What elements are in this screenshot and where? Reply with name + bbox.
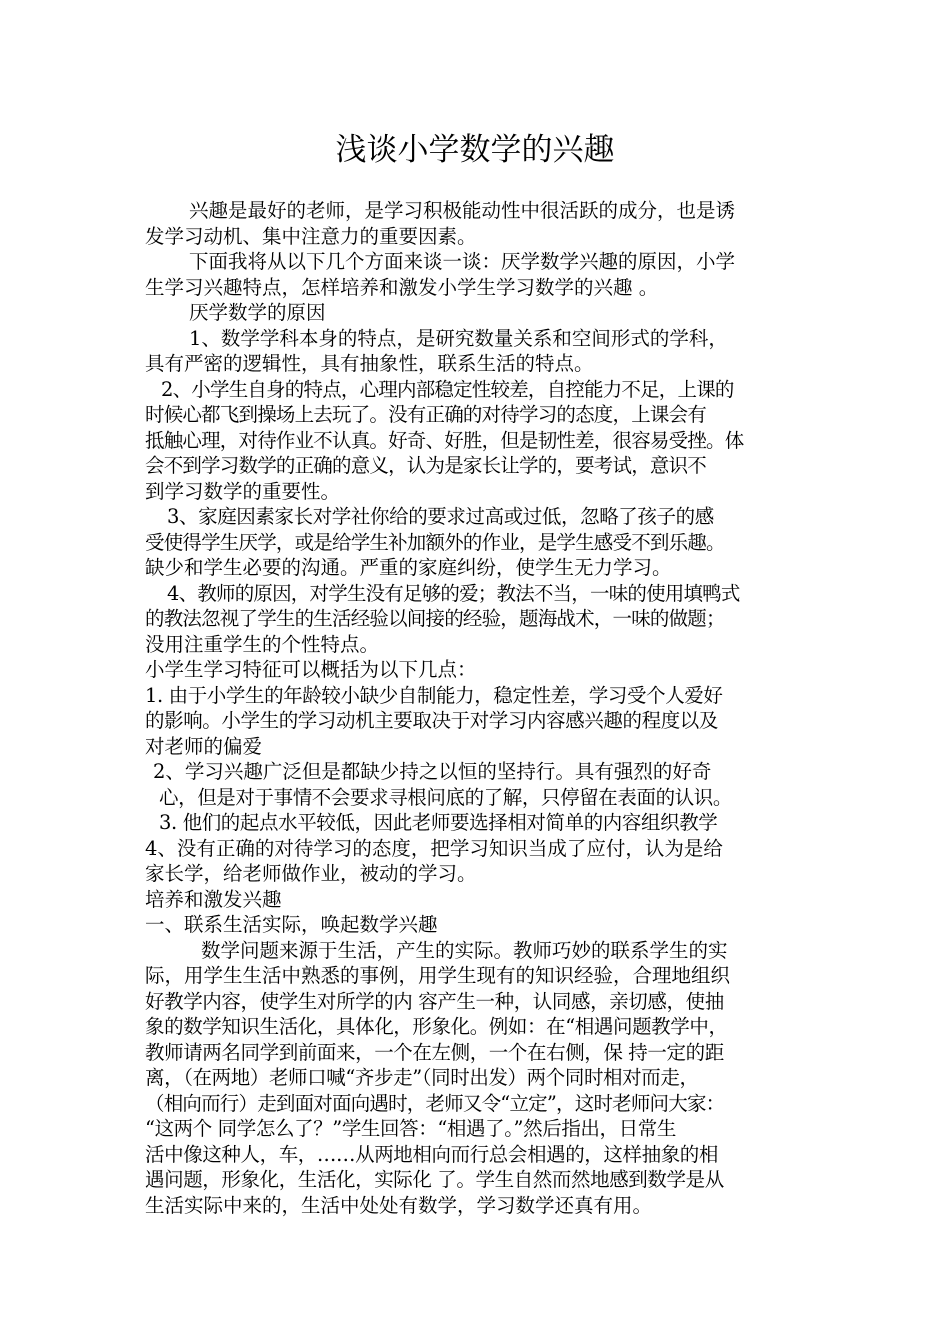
paragraph-line: 好教学内容，使学生对所学的内 容产生一种，认同感，亲切感，使抽 [145, 989, 724, 1013]
paragraph-line: 3、家庭因素家长对学社你给的要求过高或过低，忽略了孩子的感 [167, 505, 714, 528]
paragraph-line: 4、教师的原因，对学生没有足够的爱；教法不当，一味的使用填鸭式 [167, 581, 740, 605]
paragraph-line: 际，用学生生活中熟悉的事例，用学生现有的知识经验，合理地组织 [145, 964, 731, 987]
paragraph-line: 生活实际中来的，生活中处处有数学，学习数学还真有用。 [145, 1193, 653, 1217]
paragraph-line: 家长学，给老师做作业，被动的学习。 [145, 862, 477, 885]
paragraph-line: 具有严密的逻辑性，具有抽象性，联系生活的特点。 [145, 352, 594, 375]
paragraph-line: 活中像这种人，车，……从两地相向而行总会相遇的，这样抽象的相 [145, 1142, 719, 1166]
paragraph-line: 受使得学生厌学，或是给学生补加额外的作业，是学生感受不到乐趣。 [145, 530, 725, 554]
paragraph-line: 2、学习兴趣广泛但是都缺少持之以恒的坚持行。具有强烈的好奇 [153, 760, 712, 783]
paragraph-line: 离，（在两地）老师口喊“齐步走”（同时出发）两个同时相对而走， [145, 1066, 699, 1089]
paragraph-line: 1、数学学科本身的特点，是研究数量关系和空间形式的学科， [189, 326, 728, 350]
paragraph-line: 数学问题来源于生活，产生的实际。教师巧妙的联系学生的实 [201, 938, 728, 962]
paragraph-line: 的影响。小学生的学习动机主要取决于对学习内容感兴趣的程度以及 [145, 709, 719, 732]
paragraph-line: 时候心都飞到操场上去玩了。没有正确的对待学习的态度，上课会有 [145, 403, 707, 426]
paragraph-line: 发学习动机、集中注意力的重要因素。 [145, 224, 477, 248]
paragraph-line: 对老师的偏爱 [145, 734, 263, 758]
paragraph-line: 生学习兴趣特点，怎样培养和激发小学生学习数学的兴趣 。 [145, 275, 659, 299]
paragraph-line: 抵触心理，对待作业不认真。好奇、好胜，但是韧性差，很容易受挫。体 [145, 428, 744, 452]
paragraph-line: 下面我将从以下几个方面来谈一谈：厌学数学兴趣的原因，小学 [189, 250, 736, 273]
paragraph-line: 遇问题，形象化，生活化，实际化 了。学生自然而然地感到数学是从 [145, 1168, 724, 1191]
paragraph-line: 4、没有正确的对待学习的态度，把学习知识当成了应付，认为是给 [145, 836, 723, 860]
document-body [145, 198, 835, 1218]
paragraph-line: “这两个 同学怎么了？”学生回答：“相遇了。”然后指出，日常生 [145, 1117, 676, 1140]
paragraph-line: 2、小学生自身的特点，心理内部稳定性较差，自控能力不足，上课的 [161, 377, 734, 401]
paragraph-line: 缺少和学生必要的沟通。严重的家庭纠纷，使学生无力学习。 [145, 556, 672, 579]
paragraph-line: 到学习数学的重要性。 [145, 479, 341, 503]
paragraph-line: 兴趣是最好的老师，是学习积极能动性中很活跃的成分，也是诱 [189, 199, 736, 222]
section-heading: 培养和激发兴趣 [145, 887, 282, 911]
paragraph-line: 会不到学习数学的正确的意义，认为是家长让学的，要考试，意识不 [145, 454, 707, 477]
section-heading: 一、联系生活实际，唤起数学兴趣 [145, 913, 438, 936]
document-title: 浅谈小学数学的兴趣 [335, 132, 615, 168]
paragraph-line: 没用注重学生的个性特点。 [145, 632, 380, 656]
section-heading: 小学生学习特征可以概括为以下几点： [145, 658, 477, 681]
paragraph-line: 心，但是对于事情不会要求寻根问底的了解，只停留在表面的认识。 [159, 785, 733, 809]
paragraph-line: 象的数学知识生活化，具体化，形象化。例如：在“相遇问题教学中， [145, 1015, 728, 1038]
paragraph-line: （相向而行）走到面对面向遇时，老师又令“立定”，这时老师问大家： [145, 1091, 725, 1115]
paragraph-line: 1. 由于小学生的年龄较小缺少自制能力，稳定性差，学习受个人爱好 [145, 683, 723, 707]
section-heading: 厌学数学的原因 [189, 301, 326, 324]
paragraph-line: 的教法忽视了学生的生活经验以间接的经验，题海战术，一味的做题； [145, 607, 725, 630]
paragraph-line: 3. 他们的起点水平较低，因此老师要选择相对简单的内容组织教学 [159, 811, 718, 834]
paragraph-line: 教师请两名同学到前面来，一个在左侧，一个在右侧，保 持一定的距 [145, 1040, 724, 1064]
